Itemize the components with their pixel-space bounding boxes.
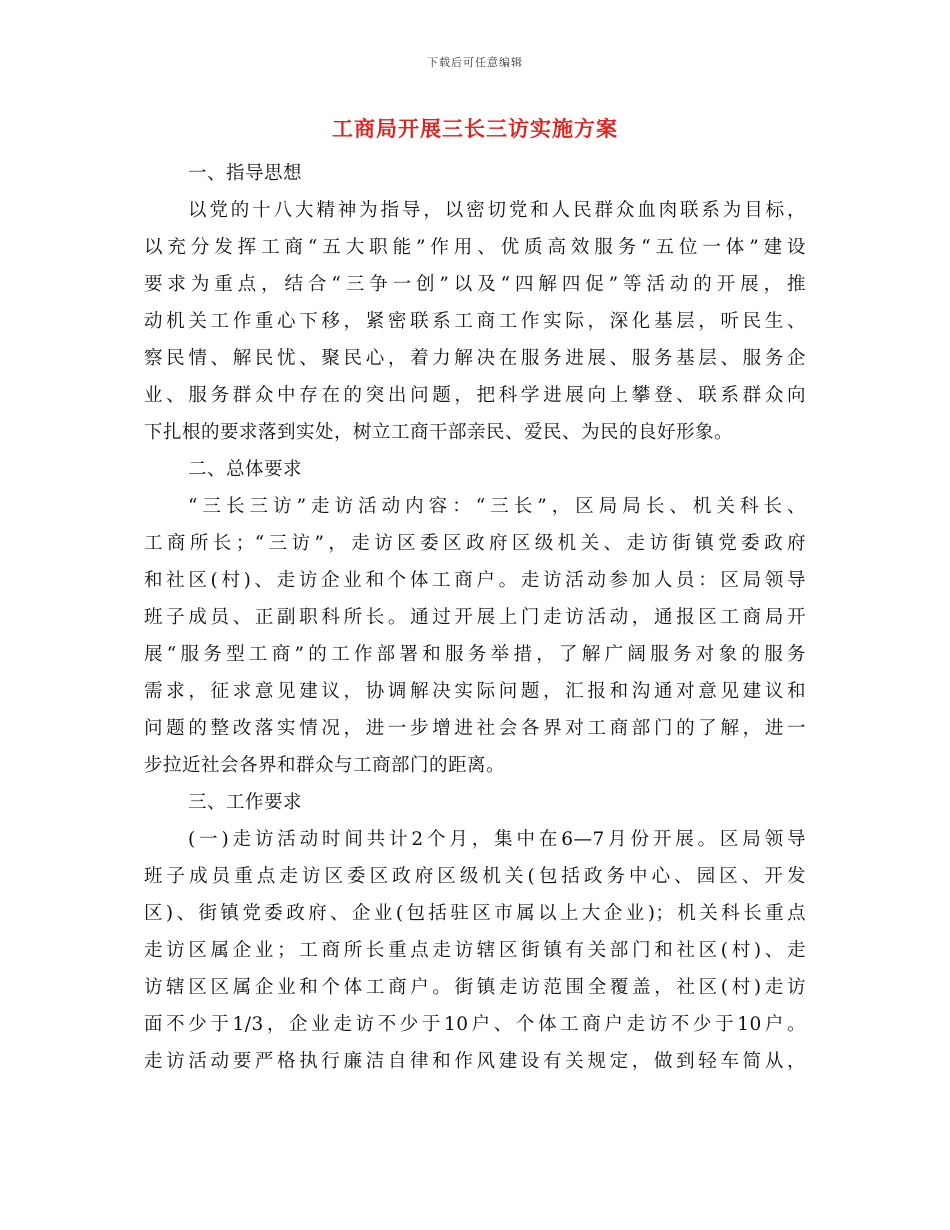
paragraph-line: 展“服务型工商”的工作部署和服务举措，了解广阔服务对象的服务 — [144, 644, 806, 665]
paragraph-line: 以充分发挥工商“五大职能”作用、优质高效服务“五位一体”建设 — [144, 237, 806, 258]
paragraph-line: (一)走访活动时间共计2个月，集中在6—7月份开展。区局领导 — [188, 829, 806, 850]
paragraph-line: 步拉近社会各界和群众与工商部门的距离。 — [144, 755, 506, 776]
paragraph-line: 下扎根的要求落到实处，树立工商干部亲民、爱民、为民的良好形象。 — [144, 422, 734, 443]
paragraph-line: 业、服务群众中存在的突出问题，把科学进展向上攀登、联系群众向 — [144, 385, 806, 406]
paragraph-line: 需求，征求意见建议，协调解决实际问题，汇报和沟通对意见建议和 — [144, 681, 806, 702]
section-heading: 二、总体要求 — [188, 459, 303, 480]
section-heading: 一、指导思想 — [188, 163, 303, 184]
paragraph-line: “三长三访”走访活动内容：“三长”，区局局长、机关科长、 — [188, 496, 806, 517]
paragraph-line: 班子成员重点走访区委区政府区级机关(包括政务中心、园区、开发 — [144, 866, 806, 887]
paragraph-line: 问题的整改落实情况，进一步增进社会各界对工商部门的了解，进一 — [144, 718, 806, 739]
paragraph-line: 动机关工作重心下移，紧密联系工商工作实际，深化基层，听民生、 — [144, 311, 806, 332]
paragraph-line: 要求为重点，结合“三争一创”以及“四解四促”等活动的开展，推 — [144, 274, 806, 295]
paragraph-line: 区)、街镇党委政府、企业(包括驻区市属以上大企业)；机关科长重点 — [144, 903, 806, 924]
paragraph-line: 面不少于1/3，企业走访不少于10户、个体工商户走访不少于10户。 — [144, 1014, 806, 1035]
paragraph-line: 工商所长；“三访”，走访区委区政府区级机关、走访街镇党委政府 — [144, 533, 806, 554]
paragraph-line: 班子成员、正副职科所长。通过开展上门走访活动，通报区工商局开 — [144, 607, 806, 628]
paragraph-line: 和社区(村)、走访企业和个体工商户。走访活动参加人员：区局领导 — [144, 570, 806, 591]
paragraph-line: 走访活动要严格执行廉洁自律和作风建设有关规定，做到轻车简从， — [144, 1051, 806, 1072]
header-note: 下载后可任意编辑 — [427, 56, 523, 69]
section-heading: 三、工作要求 — [188, 792, 303, 813]
document-title: 工商局开展三长三访实施方案 — [332, 117, 618, 141]
paragraph-line: 访辖区区属企业和个体工商户。街镇走访范围全覆盖，社区(村)走访 — [144, 977, 806, 998]
paragraph-line: 走访区属企业；工商所长重点走访辖区街镇有关部门和社区(村)、走 — [144, 940, 806, 961]
paragraph-line: 以党的十八大精神为指导，以密切党和人民群众血肉联系为目标， — [188, 200, 806, 221]
document-body — [144, 155, 806, 1080]
paragraph-line: 察民情、解民忧、聚民心，着力解决在服务进展、服务基层、服务企 — [144, 348, 806, 369]
